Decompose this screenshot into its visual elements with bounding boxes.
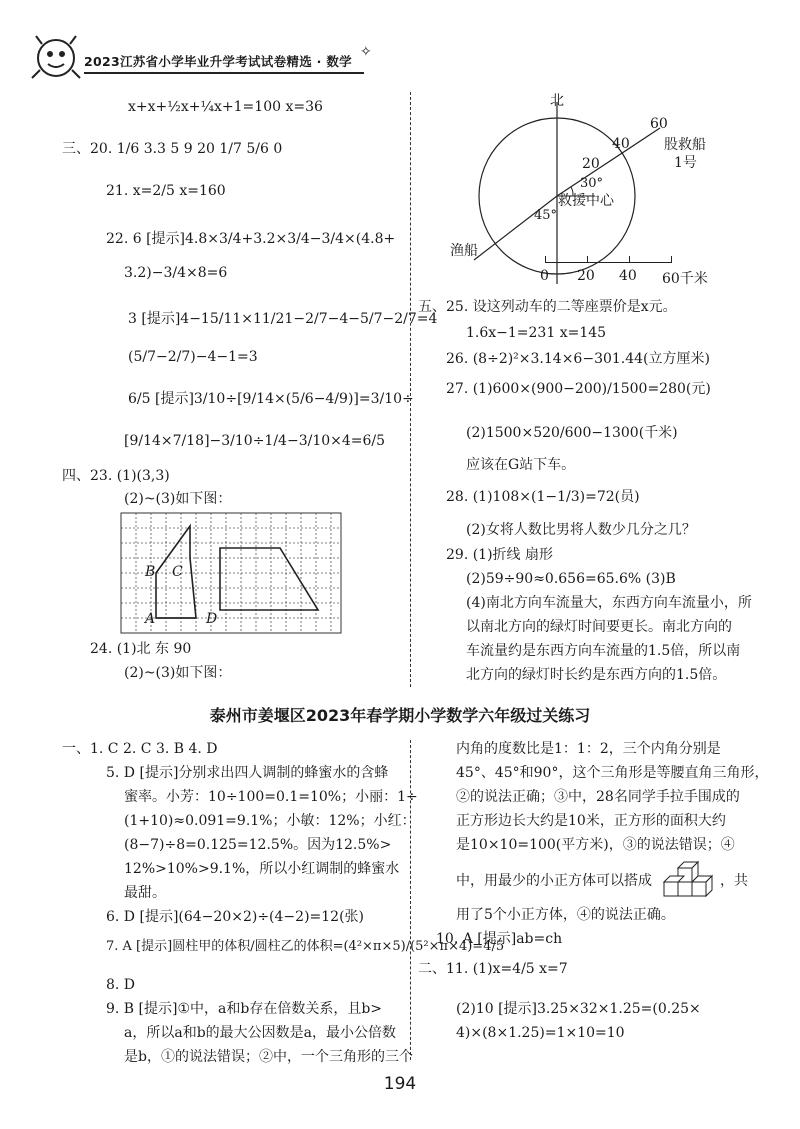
text-line: 最甜。 bbox=[124, 885, 166, 901]
text-line: (4)南北方向车流量大，东西方向车流量小，所 bbox=[466, 595, 752, 611]
scale-tick bbox=[629, 256, 630, 263]
text-line: 10. A [提示]ab=ch bbox=[436, 931, 563, 947]
text-line: 内角的度数比是1：1：2，三个内角分别是 bbox=[456, 741, 721, 757]
section-title: 泰州市姜堰区2023年春学期小学数学六年级过关练习 bbox=[209, 706, 591, 725]
grid-label-b: B bbox=[145, 564, 156, 580]
scale-label: 20 bbox=[577, 268, 595, 284]
text-line: 4)×(8×1.25)=1×10=10 bbox=[456, 1025, 625, 1041]
text-line: (2)女将人数比男将人数少几分之几？ bbox=[466, 522, 696, 538]
grid-label-a: A bbox=[145, 611, 156, 627]
grid-label-c: C bbox=[172, 564, 183, 580]
compass-ship-number: 1号 bbox=[674, 155, 697, 171]
compass-center-label: 救援中心 bbox=[558, 193, 614, 209]
text-line: 用了5个小正方体，④的说法正确。 bbox=[456, 907, 675, 923]
text-line: 24. (1)北 东 90 bbox=[90, 641, 192, 657]
text-line: 是10×10=100(平方米)，③的说法错误；④ bbox=[456, 837, 735, 853]
text-line: (2)59÷90≈0.656=65.6% (3)B bbox=[466, 571, 676, 587]
header-mascot-icon bbox=[28, 30, 84, 90]
text-line: 21. x=2/5 x=160 bbox=[106, 183, 226, 199]
page-number: 194 bbox=[383, 1074, 417, 1094]
text-line: ，共 bbox=[720, 873, 748, 889]
text-line: (2)~(3)如下图： bbox=[124, 491, 232, 507]
compass-fishing-label: 渔船 bbox=[450, 243, 478, 259]
scale-label: 60千米 bbox=[662, 271, 708, 287]
text-line: 五、25. 设这列动车的二等座票价是x元。 bbox=[418, 299, 677, 315]
text-line: 8. D bbox=[106, 977, 136, 993]
scale-label: 0 bbox=[540, 268, 549, 284]
text-line: 中，用最少的小正方体可以搭成 bbox=[456, 873, 652, 889]
text-line: x+x+½x+¼x+1=100 x=36 bbox=[128, 99, 323, 115]
text-line: 26. (8÷2)²×3.14×6−301.44(立方厘米) bbox=[446, 351, 710, 367]
text-line: 车流量约是东西方向车流量的1.5倍，所以南 bbox=[466, 643, 741, 659]
text-line: 正方形边长大约是10米，正方形的面积大约 bbox=[456, 813, 726, 829]
grid-label-d: D bbox=[206, 611, 218, 627]
header-rule bbox=[84, 72, 364, 74]
scale-bar bbox=[545, 262, 671, 263]
text-line: 北方向的绿灯时长约是东西方向的1.5倍。 bbox=[466, 667, 727, 683]
text-line: 6. D [提示](64−20×2)÷(4−2)=12(张) bbox=[106, 909, 364, 925]
text-line: 二、11. (1)x=4/5 x=7 bbox=[418, 961, 568, 977]
compass-angle-45: 45° bbox=[534, 208, 558, 223]
text-line: 9. B [提示]①中，a和b存在倍数关系，且b> bbox=[106, 1001, 383, 1017]
scale-tick bbox=[587, 256, 588, 263]
text-line: (8−7)÷8=0.125=12.5%。因为12.5%> bbox=[124, 837, 392, 853]
text-line: 29. (1)折线 扇形 bbox=[446, 547, 553, 563]
scale-tick bbox=[545, 256, 546, 263]
text-line: 12%>10%>9.1%，所以小红调制的蜂蜜水 bbox=[124, 861, 400, 877]
compass-north-label: 北 bbox=[550, 93, 564, 109]
text-line: 应该在G站下车。 bbox=[466, 457, 576, 473]
text-line: 3 [提示]4−15/11×11/21−2/7−4−5/7−2/7=4 bbox=[128, 311, 438, 327]
text-line: 45°、45°和90°，这个三角形是等腰直角三角形， bbox=[456, 765, 769, 781]
cube-stack-figure bbox=[662, 856, 718, 904]
text-line: 1.6x−1=231 x=145 bbox=[466, 325, 607, 341]
text-line: 5. D [提示]分别求出四人调制的蜂蜜水的含蜂 bbox=[106, 765, 389, 781]
text-line: 3.2)−3/4×8=6 bbox=[124, 265, 228, 281]
text-line: a，所以a和b的最大公因数是a，最小公倍数 bbox=[124, 1025, 397, 1041]
text-line: 是b，①的说法错误；②中，一个三角形的三个 bbox=[124, 1049, 413, 1065]
text-line: 一、1. C 2. C 3. B 4. D bbox=[62, 741, 218, 757]
compass-ring-60: 60 bbox=[650, 116, 668, 132]
text-line: 7. A [提示]圆柱甲的体积/圆柱乙的体积=(4²×π×5)/(5²×π×4)=4/5 bbox=[106, 939, 505, 954]
text-line: ②的说法正确；③中，28名同学手拉手围成的 bbox=[456, 789, 740, 805]
text-line: (1+10)≈0.091=9.1%；小敏：12%；小红： bbox=[124, 813, 416, 829]
text-line: 27. (1)600×(900−200)/1500=280(元) bbox=[446, 381, 711, 397]
text-line: [9/14×7/18]−3/10÷1/4−3/10×4=6/5 bbox=[124, 433, 386, 449]
header-deco-icon: ✧ bbox=[360, 44, 372, 60]
text-line: 三、20. 1/6 3.3 5 9 20 1/7 5/6 0 bbox=[62, 141, 283, 157]
compass-ring-20: 20 bbox=[582, 156, 600, 172]
text-line: 22. 6 [提示]4.8×3/4+3.2×3/4−3/4×(4.8+ bbox=[106, 231, 396, 247]
text-line: 四、23. (1)(3,3) bbox=[62, 468, 170, 484]
text-line: 28. (1)108×(1−1/3)=72(员) bbox=[446, 489, 640, 505]
text-line: 以南北方向的绿灯时间要更长。南北方向的 bbox=[466, 619, 732, 635]
text-line: (2)10 [提示]3.25×32×1.25=(0.25× bbox=[456, 1001, 701, 1017]
compass-angle-30: 30° bbox=[580, 176, 604, 191]
text-line: 6/5 [提示]3/10÷[9/14×(5/6−4/9)]=3/10÷ bbox=[128, 391, 414, 407]
scale-tick bbox=[671, 256, 672, 263]
text-line: (2)~(3)如下图： bbox=[124, 665, 232, 681]
compass-ship-label: 股救船 bbox=[664, 137, 706, 153]
text-line: (2)1500×520/600−1300(千米) bbox=[466, 425, 678, 441]
header-title: 2023江苏省小学毕业升学考试试卷精选 · 数学 bbox=[84, 54, 352, 69]
text-line: (5/7−2/7)−4−1=3 bbox=[128, 349, 258, 365]
text-line: 蜜率。小芳：10÷100=0.1=10%；小丽：1÷ bbox=[124, 789, 418, 805]
compass-ring-40: 40 bbox=[612, 136, 630, 152]
scale-label: 40 bbox=[619, 268, 637, 284]
